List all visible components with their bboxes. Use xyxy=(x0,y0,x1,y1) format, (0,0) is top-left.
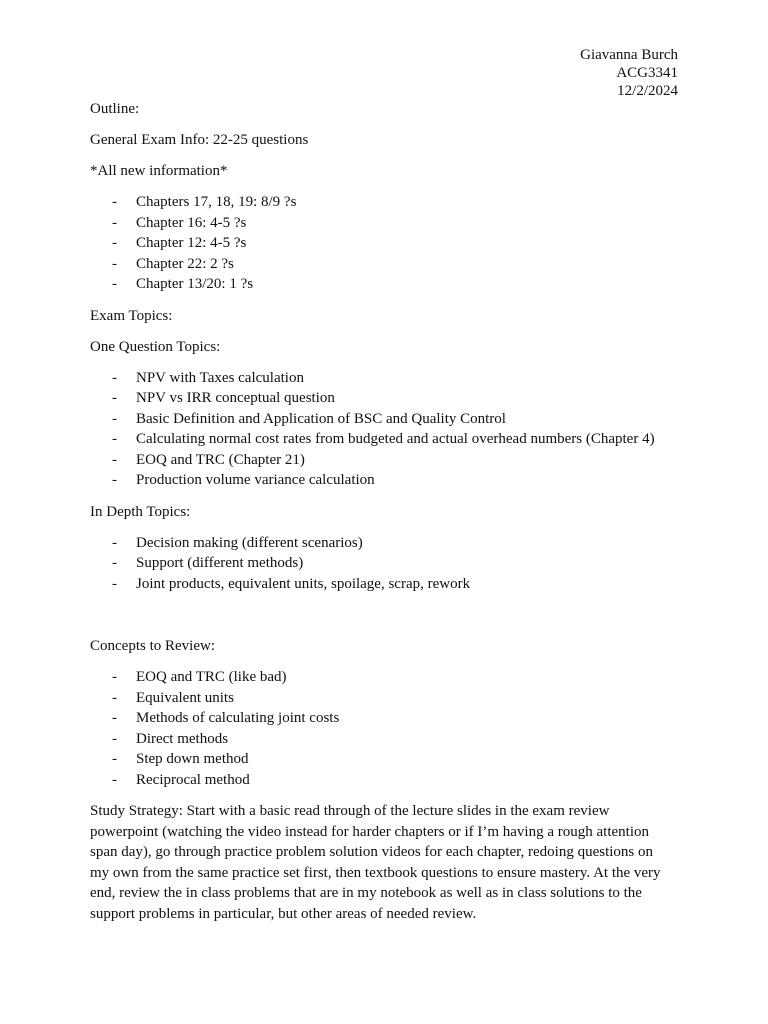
dash-bullet: - xyxy=(112,194,117,210)
list-item: - Chapter 22: 2 ?s xyxy=(90,254,678,275)
dash-bullet: - xyxy=(112,575,117,592)
dash-bullet: - xyxy=(112,771,117,788)
list-item: - Calculating normal cost rates from budgeted and actual overhead numbers (Chapter 4) xyxy=(90,429,678,450)
dash-bullet: - xyxy=(112,730,117,747)
list-item: - Basic Definition and Application of BSC and Quality Control xyxy=(90,409,678,430)
list-item: - Step down method xyxy=(90,749,678,770)
list-item: - Direct methods xyxy=(90,729,678,750)
list-item: - Reciprocal method xyxy=(90,770,678,791)
in-depth-topics-list xyxy=(90,533,678,595)
list-item: - Methods of calculating joint costs xyxy=(90,708,678,729)
course-code: ACG3341 xyxy=(616,65,678,81)
document-date: 12/2/2024 xyxy=(617,83,678,99)
list-item: - Chapter 12: 4-5 ?s xyxy=(90,233,678,254)
list-item: - Chapter 16: 4-5 ?s xyxy=(90,213,678,234)
dash-bullet: - xyxy=(112,214,117,231)
in-depth-heading: In Depth Topics: xyxy=(90,503,191,520)
dash-bullet: - xyxy=(112,751,117,767)
list-item: - NPV vs IRR conceptual question xyxy=(90,388,678,409)
list-item: - Equivalent units xyxy=(90,688,678,709)
general-exam-info: General Exam Info: 22-25 questions xyxy=(90,132,309,148)
dash-bullet: - xyxy=(112,276,117,292)
dash-bullet: - xyxy=(112,235,117,251)
author-name: Giavanna Burch xyxy=(580,47,678,63)
document-page xyxy=(90,0,678,1024)
study-strategy-paragraph: Study Strategy: Start with a basic read through of the lecture slides in the exam review powerpoint (watching the video instead for harder chapters or if I’m having a rough attention span day), go through practice problem solution videos for each chapter, redoing questions on my own from the same practice set first, then textbook questions to ensure mastery. At the very end, review the in class problems that are in my notebook as well as in class solutions to the support problems in particular, but other areas of needed review. xyxy=(90,803,661,922)
list-item: - EOQ and TRC (Chapter 21) xyxy=(90,450,678,471)
list-item: - Chapter 13/20: 1 ?s xyxy=(90,274,678,295)
list-item: - Decision making (different scenarios) xyxy=(90,533,678,554)
list-item: - Support (different methods) xyxy=(90,553,678,574)
list-item: - EOQ and TRC (like bad) xyxy=(90,667,678,688)
concepts-list xyxy=(90,667,678,790)
list-item: - Chapters 17, 18, 19: 8/9 ?s xyxy=(90,192,678,213)
concepts-heading: Concepts to Review: xyxy=(90,638,215,654)
dash-bullet: - xyxy=(112,669,117,685)
dash-bullet: - xyxy=(112,451,117,468)
dash-bullet: - xyxy=(112,710,117,726)
new-info-note: *All new information* xyxy=(90,163,228,179)
outline-heading: Outline: xyxy=(90,101,140,117)
one-question-topics-list xyxy=(90,368,678,491)
one-question-heading: One Question Topics: xyxy=(90,338,221,355)
list-item: - Production volume variance calculation xyxy=(90,470,678,491)
dash-bullet: - xyxy=(112,534,117,551)
dash-bullet: - xyxy=(112,689,117,706)
list-item: - Joint products, equivalent units, spoilage, scrap, rework xyxy=(90,574,678,595)
dash-bullet: - xyxy=(112,390,117,406)
dash-bullet: - xyxy=(112,431,117,447)
dash-bullet: - xyxy=(112,410,117,427)
list-item: - NPV with Taxes calculation xyxy=(90,368,678,389)
dash-bullet: - xyxy=(112,255,117,272)
exam-topics-heading: Exam Topics: xyxy=(90,307,173,324)
dash-bullet: - xyxy=(112,555,117,571)
dash-bullet: - xyxy=(112,472,117,488)
document-body xyxy=(90,99,678,924)
header-block xyxy=(580,46,678,100)
dash-bullet: - xyxy=(112,369,117,386)
chapter-breakdown-list xyxy=(90,192,678,295)
